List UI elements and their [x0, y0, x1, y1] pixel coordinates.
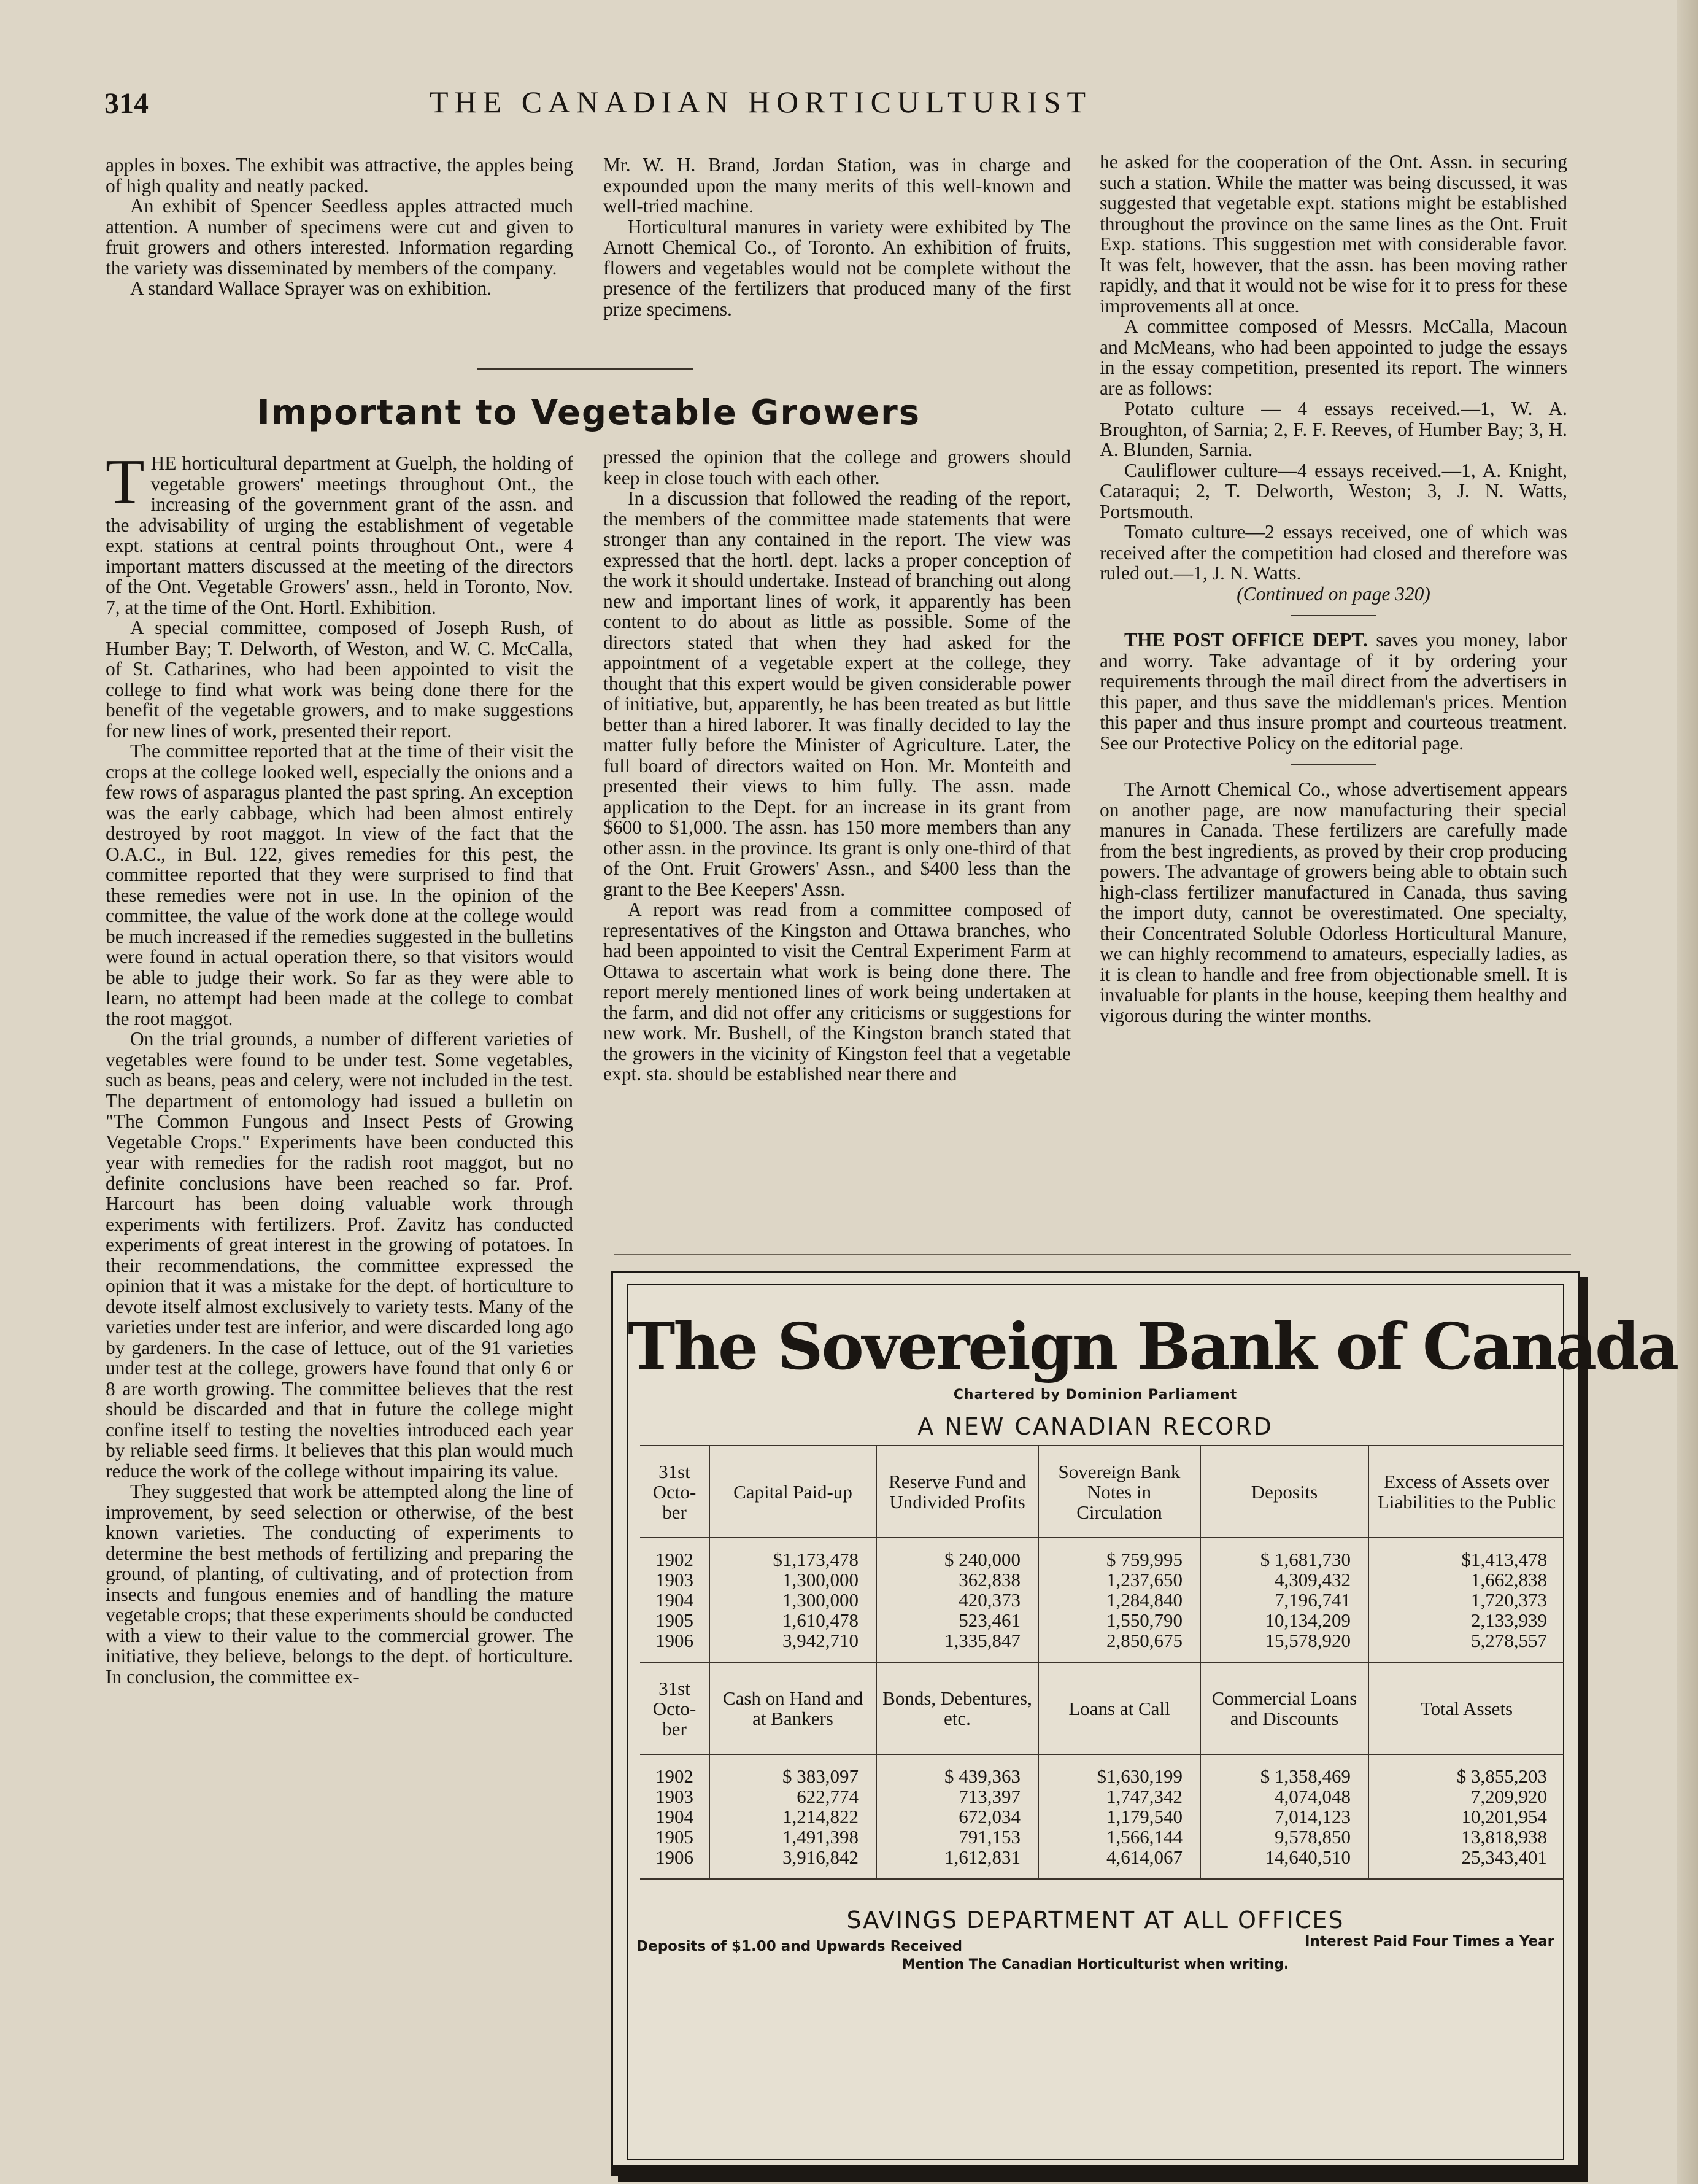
paragraph: In a discussion that followed the reading of the report, the members of the committee made statements that were stronger than any contained in the report. The view was expressed that the hortl. dept. lacks a proper conception of the work it should undertake. Instead of branching out along new and important lines of work, it apparently has been content to do about as little as possible. Some of the directors stated that when they had asked for the appointment of a vegetable expert at the college, they thought that this expert would be given considerable power of initiative, but, apparently, he has been treated as but little better than a hired laborer. It was finally decided to lay the matter fully before the Minister of Agriculture. Later, the full board of directors waited on Hon. Mr. Monteith and presented their views to him fully. The assn. made application to the Dept. for an increase in its grant from $600 to $1,000. The assn. has 150 more members than any other assn. in the province. Its grant is only one-third of that of the Ont. Fruit Growers' Assn., and $400 less than the grant to the Bee Keepers' Assn.: [603, 487, 1071, 900]
paragraph: pressed the opinion that the college and growers should keep in close touch with each other.: [603, 446, 1071, 489]
page-edge: [1677, 0, 1698, 2184]
header-cell: Bonds, Debentures, etc.: [876, 1662, 1038, 1754]
value-cell: $ 439,363 713,397 672,034 791,153 1,612,831: [876, 1754, 1038, 1879]
financial-table: [640, 1445, 1564, 1880]
paragraph: The committee reported that at the time of their visit the crops at the college looked well, especially the onions and a few rows of asparagus planted the past spring. An exception was the early cabbage, which had been almost entirely destroyed by root maggot. In view of the fact that the O.A.C., in Bul. 122, gives remedies for this pest, the committee reported that they were surprised to find that these remedies were not in use. In the opinion of the committee, the value of the work done at the college would be much increased if the remedies suggested in the bulletins were found in actual operation there, so that visitors would be able to judge their work. So far as they were able to learn, no attempt had been made at the college to combat the root maggot.: [106, 740, 573, 1029]
journal-title: THE CANADIAN HORTICULTURIST: [430, 85, 1092, 119]
header-cell: Cash on Hand and at Bankers: [709, 1662, 876, 1754]
short-divider: [1291, 615, 1376, 616]
value-cell: $ 3,855,203 7,209,920 10,201,954 13,818,938 25,343,401: [1368, 1754, 1564, 1879]
mention-note: Mention The Canadian Horticulturist when writing.: [901, 1957, 1289, 1972]
value-cell: $ 759,995 1,237,650 1,284,840 1,550,790 2,850,675: [1038, 1538, 1200, 1662]
paragraph: A standard Wallace Sprayer was on exhibition.: [130, 277, 492, 299]
post-office-lead: THE POST OFFICE DEPT.: [1124, 629, 1368, 651]
paragraph: apples in boxes. The exhibit was attractive, the apples being of high quality and neatly packed.: [106, 154, 573, 196]
article-headline: Important to Vegetable Growers: [257, 393, 921, 433]
post-office-text: saves you money, labor and worry. Take advantage of it by ordering your requirements through the mail direct from the advertisers in this paper, and thus save the middleman's prices. Mention this paper and thus insure prompt and courteous treatment. See our Protective Policy on the editorial page.: [1100, 629, 1568, 754]
table-row: [640, 1538, 1564, 1662]
paragraph: Mr. W. H. Brand, Jordan Station, was in charge and expounded upon the many merits of this well-known and well-tried machine.: [603, 154, 1071, 217]
years-cell: 1902 1903 1904 1905 1906: [640, 1754, 709, 1879]
value-cell: $ 1,681,730 4,309,432 7,196,741 10,134,209 15,578,920: [1200, 1538, 1368, 1662]
value-cell: $1,173,478 1,300,000 1,300,000 1,610,478 3,942,710: [709, 1538, 876, 1662]
continuation-column-a: [106, 155, 573, 299]
paragraph: A special committee, composed of Joseph Rush, of Humber Bay; T. Delworth, of Weston, and W. C. McCalla, of St. Catharines, who had been appointed to visit the college to find what work was being done there for the benefit of the vegetable growers, and to make suggestions for new lines of work, presented their report.: [106, 617, 573, 742]
table-row: [640, 1754, 1564, 1879]
ad-inner-frame: [627, 1284, 1678, 2160]
deposits-note: Deposits of $1.00 and Upwards Received: [636, 1938, 963, 1954]
header-cell: Sovereign Bank Notes in Circulation: [1038, 1446, 1200, 1538]
header-cell: Excess of Assets over Liabilities to the Public: [1368, 1446, 1564, 1538]
paragraph: he asked for the cooperation of the Ont. Assn. in securing such a station. While the matter was being discussed, it was suggested that vegetable expt. stations might be established throughout the province on the same lines as the Ont. Fruit Exp. stations. This suggestion met with considerable favor. It was felt, however, that the assn. has been moving rather rapidly, and that it would not be wise for it to press for these improvements all at once.: [1100, 151, 1567, 317]
page-header: [104, 83, 1233, 126]
savings-heading: SAVINGS DEPARTMENT AT ALL OFFICES: [846, 1907, 1345, 1934]
interest-note: Interest Paid Four Times a Year: [1305, 1934, 1554, 1950]
header-cell: Reserve Fund and Undivided Profits: [876, 1446, 1038, 1538]
paragraph: They suggested that work be attempted along the line of improvement, by seed selection or otherwise, of the best known varieties. The conducting of experiments to determine the best methods of fertilizing and preparing the ground, of planting, of cultivating, and of protection from insects and fungous enemies and of handling the mature vegetable crops; that these experiments should be conducted with a view to their value to the commercial grower. The initiative, they believe, belongs to the dept. of horticulture. In conclusion, the committee ex-: [106, 1481, 573, 1687]
post-office-notice: [1100, 630, 1567, 753]
table-header-row: [640, 1662, 1564, 1754]
drop-cap: T: [106, 446, 145, 517]
paragraph: Tomato culture—2 essays received, one of which was received after the competition had closed and therefore was ruled out.—1, J. N. Watts.: [1100, 521, 1567, 584]
header-cell: Deposits: [1200, 1446, 1368, 1538]
bank-advertisement: [611, 1271, 1678, 2176]
paragraph: Horticultural manures in variety were exhibited by The Arnott Chemical Co., of Toronto. An exhibition of fruits, flowers and vegetables would not be complete without the presence of the fertilizers that produced many of the first prize specimens.: [603, 215, 1071, 320]
header-cell: 31st Octo- ber: [640, 1662, 709, 1754]
paragraph: Cauliflower culture—4 essays received.—1, A. Knight, Cataraqui; 2, T. Delworth, Weston; 3, J. N. Watts, Portsmouth.: [1100, 459, 1567, 522]
bank-name: The Sovereign Bank of Canada: [628, 1309, 1678, 1384]
page-number: 314: [104, 87, 149, 120]
years-cell: 1902 1903 1904 1905 1906: [640, 1538, 709, 1662]
paragraph: Potato culture — 4 essays received.—1, W. A. Broughton, of Sarnia; 2, F. F. Reeves, of Humber Bay; 3, H. A. Blunden, Sarnia.: [1100, 398, 1567, 460]
header-cell: Capital Paid-up: [709, 1446, 876, 1538]
article-column-a: [106, 446, 573, 1687]
ad-bottom-bar: [613, 2165, 1578, 2174]
value-cell: $ 1,358,469 4,074,048 7,014,123 9,578,850 14,640,510: [1200, 1754, 1368, 1879]
header-cell: Commercial Loans and Discounts: [1200, 1662, 1368, 1754]
paragraph: On the trial grounds, a number of different varieties of vegetables were found to be under test. Some vegetables, such as beans, peas and celery, were not included in the test. The department of entomology had issued a bulletin on "The Common Fungous and Insect Pests of Growing Vegetable Crops." Experiments have been conducted this year with remedies for the radish root maggot, but no definite conclusions have been reached so far. Prof. Harcourt has been doing valuable work through experiments with fertilizers. Prof. Zavitz has conducted experiments of great interest in the growing of potatoes. In their recommendations, the committee expressed the opinion that it was a mistake for the dept. of horticulture to devote itself almost exclusively to variety tests. Many of the varieties under test are inferior, and were discarded long ago by gardeners. In the case of lettuce, out of the 91 varieties under test at the college, growers have found that only 6 or 8 are worth growing. The committee believes that the rest should be discarded and that in future the college might confine itself to testing the novelties introduced each year by reliable seed firms. It believes that this plan would much reduce the work of the college without impairing its value.: [106, 1028, 573, 1482]
paragraph: An exhibit of Spencer Seedless apples attracted much attention. A number of specimens were cut and given to fruit growers and others interested. Information regarding the variety was disseminated by members of the company.: [106, 195, 573, 279]
article-column-b: [603, 447, 1071, 1085]
article-column-c: [1100, 152, 1567, 1026]
value-cell: $ 240,000 362,838 420,373 523,461 1,335,847: [876, 1538, 1038, 1662]
chartered-line: Chartered by Dominion Parliament: [953, 1387, 1238, 1403]
continuation-column-b: [603, 155, 1071, 319]
arnott-notice: The Arnott Chemical Co., whose advertisement appears on another page, are now manufacturing their special manures in Canada. These fertilizers are carefully made from the best ingredients, as proved by their crop producing powers. The advantage of growers being able to obtain such high-class fertilizer manufactured in Canada, thus saving the import duty, cannot be overestimated. One specialty, their Concentrated Soluble Odorless Horticultural Manure, we can highly recommend to amateurs, especially ladies, as it is clean to handle and free from objectionable smell. It is invaluable for plants in the house, keeping them healthy and vigorous during the winter months.: [1100, 778, 1567, 1026]
section-divider: [477, 368, 693, 370]
header-cell: 31st Octo- ber: [640, 1446, 709, 1538]
ad-top-rule: [614, 1254, 1571, 1255]
value-cell: $1,413,478 1,662,838 1,720,373 2,133,939 5,278,557: [1368, 1538, 1564, 1662]
paragraph: A committee composed of Messrs. McCalla, Macoun and McMeans, who had been appointed to judge the essays in the essay competition, presented its report. The winners are as follows:: [1100, 316, 1567, 399]
first-paragraph-text: HE horticultural department at Guelph, the holding of vegetable growers' meetings throughout Ont., the increasing of the government grant of the assn. and the advisability of urging the establishment of vegetable expt. stations at central points throughout Ont., were 4 important matters discussed at the meeting of the directors of the Ont. Vegetable Growers' assn., held in Toronto, Nov. 7, at the time of the Ont. Hortl. Exhibition.: [106, 452, 573, 618]
short-divider: [1291, 764, 1376, 765]
record-heading: A NEW CANADIAN RECORD: [917, 1413, 1273, 1440]
continued-note: (Continued on page 320): [1237, 583, 1430, 605]
table-header-row: [640, 1446, 1564, 1538]
first-paragraph: [106, 446, 573, 618]
value-cell: $1,630,199 1,747,342 1,179,540 1,566,144 4,614,067: [1038, 1754, 1200, 1879]
paragraph: A report was read from a committee composed of representatives of the Kingston and Ottawa branches, who had been appointed to visit the Central Experiment Farm at Ottawa to ascertain what work is being done there. The report merely mentioned lines of work being undertaken at the farm, and did not offer any criticisms or suggestions for new work. Mr. Bushell, of the Kingston branch stated that the growers in the vicinity of Kingston feel that a vegetable expt. sta. should be established near there and: [603, 899, 1071, 1085]
header-cell: Loans at Call: [1038, 1662, 1200, 1754]
header-cell: Total Assets: [1368, 1662, 1564, 1754]
value-cell: $ 383,097 622,774 1,214,822 1,491,398 3,916,842: [709, 1754, 876, 1879]
